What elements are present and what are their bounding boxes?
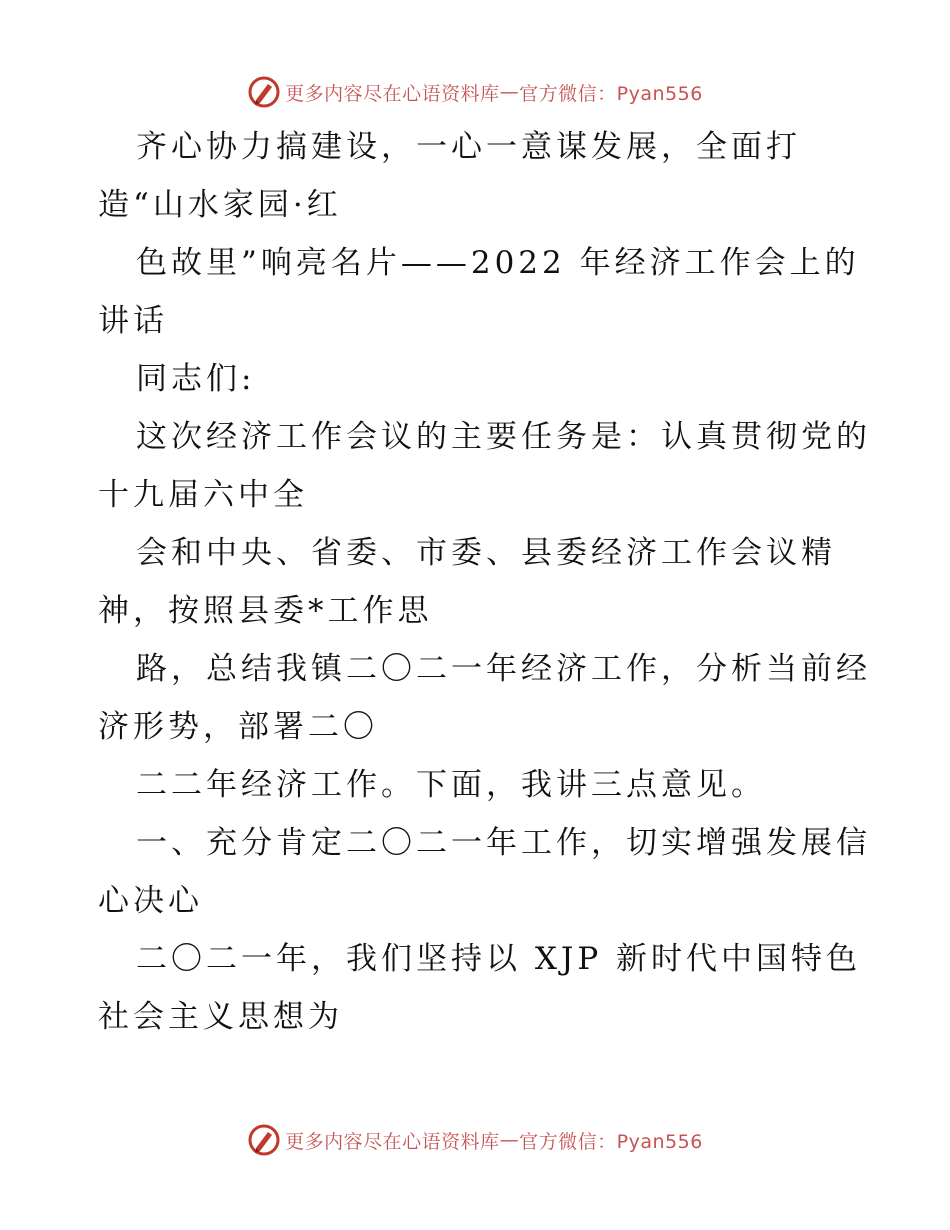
text-line: 社会主义思想为: [98, 999, 343, 1035]
banner-main-text: 更多内容尽在心语资料库: [285, 82, 500, 105]
text-line: 色故里”响亮名片——2022 年经济工作会上的: [136, 245, 860, 281]
header-banner: [0, 72, 950, 112]
banner-main-text: 更多内容尽在心语资料库: [285, 1130, 500, 1153]
text-line: 济形势，部署二〇: [98, 709, 378, 745]
text-line: 心决心: [98, 883, 203, 919]
banner-dash: —: [499, 1129, 520, 1151]
text-line: 十九届六中全: [98, 477, 308, 513]
text-line: 一、充分肯定二〇二一年工作，切实增强发展信: [136, 825, 871, 861]
text-line: 讲话: [98, 303, 168, 339]
text-line: 二二年经济工作。下面，我讲三点意见。: [136, 767, 766, 803]
banner-wechat-text: 官方微信：Pyan556: [519, 82, 703, 105]
document-body: [98, 118, 871, 1046]
pen-logo-icon: [247, 1123, 281, 1157]
footer-banner: [0, 1120, 950, 1160]
text-line: 二〇二一年，我们坚持以 XJP 新时代中国特色: [136, 941, 862, 977]
text-line: 路，总结我镇二〇二一年经济工作，分析当前经: [136, 651, 871, 687]
banner-dash: —: [499, 81, 520, 103]
text-line: 造“山水家园·红: [98, 187, 342, 223]
text-line: 神，按照县委*工作思: [98, 593, 433, 629]
banner-wechat-text: 官方微信：Pyan556: [519, 1130, 703, 1153]
text-line: 齐心协力搞建设，一心一意谋发展，全面打: [136, 129, 801, 165]
text-line: 会和中央、省委、市委、县委经济工作会议精: [136, 535, 836, 571]
text-line: 这次经济工作会议的主要任务是：认真贯彻党的: [136, 419, 871, 455]
text-line: 同志们:: [136, 361, 256, 397]
pen-logo-icon: [247, 75, 281, 109]
